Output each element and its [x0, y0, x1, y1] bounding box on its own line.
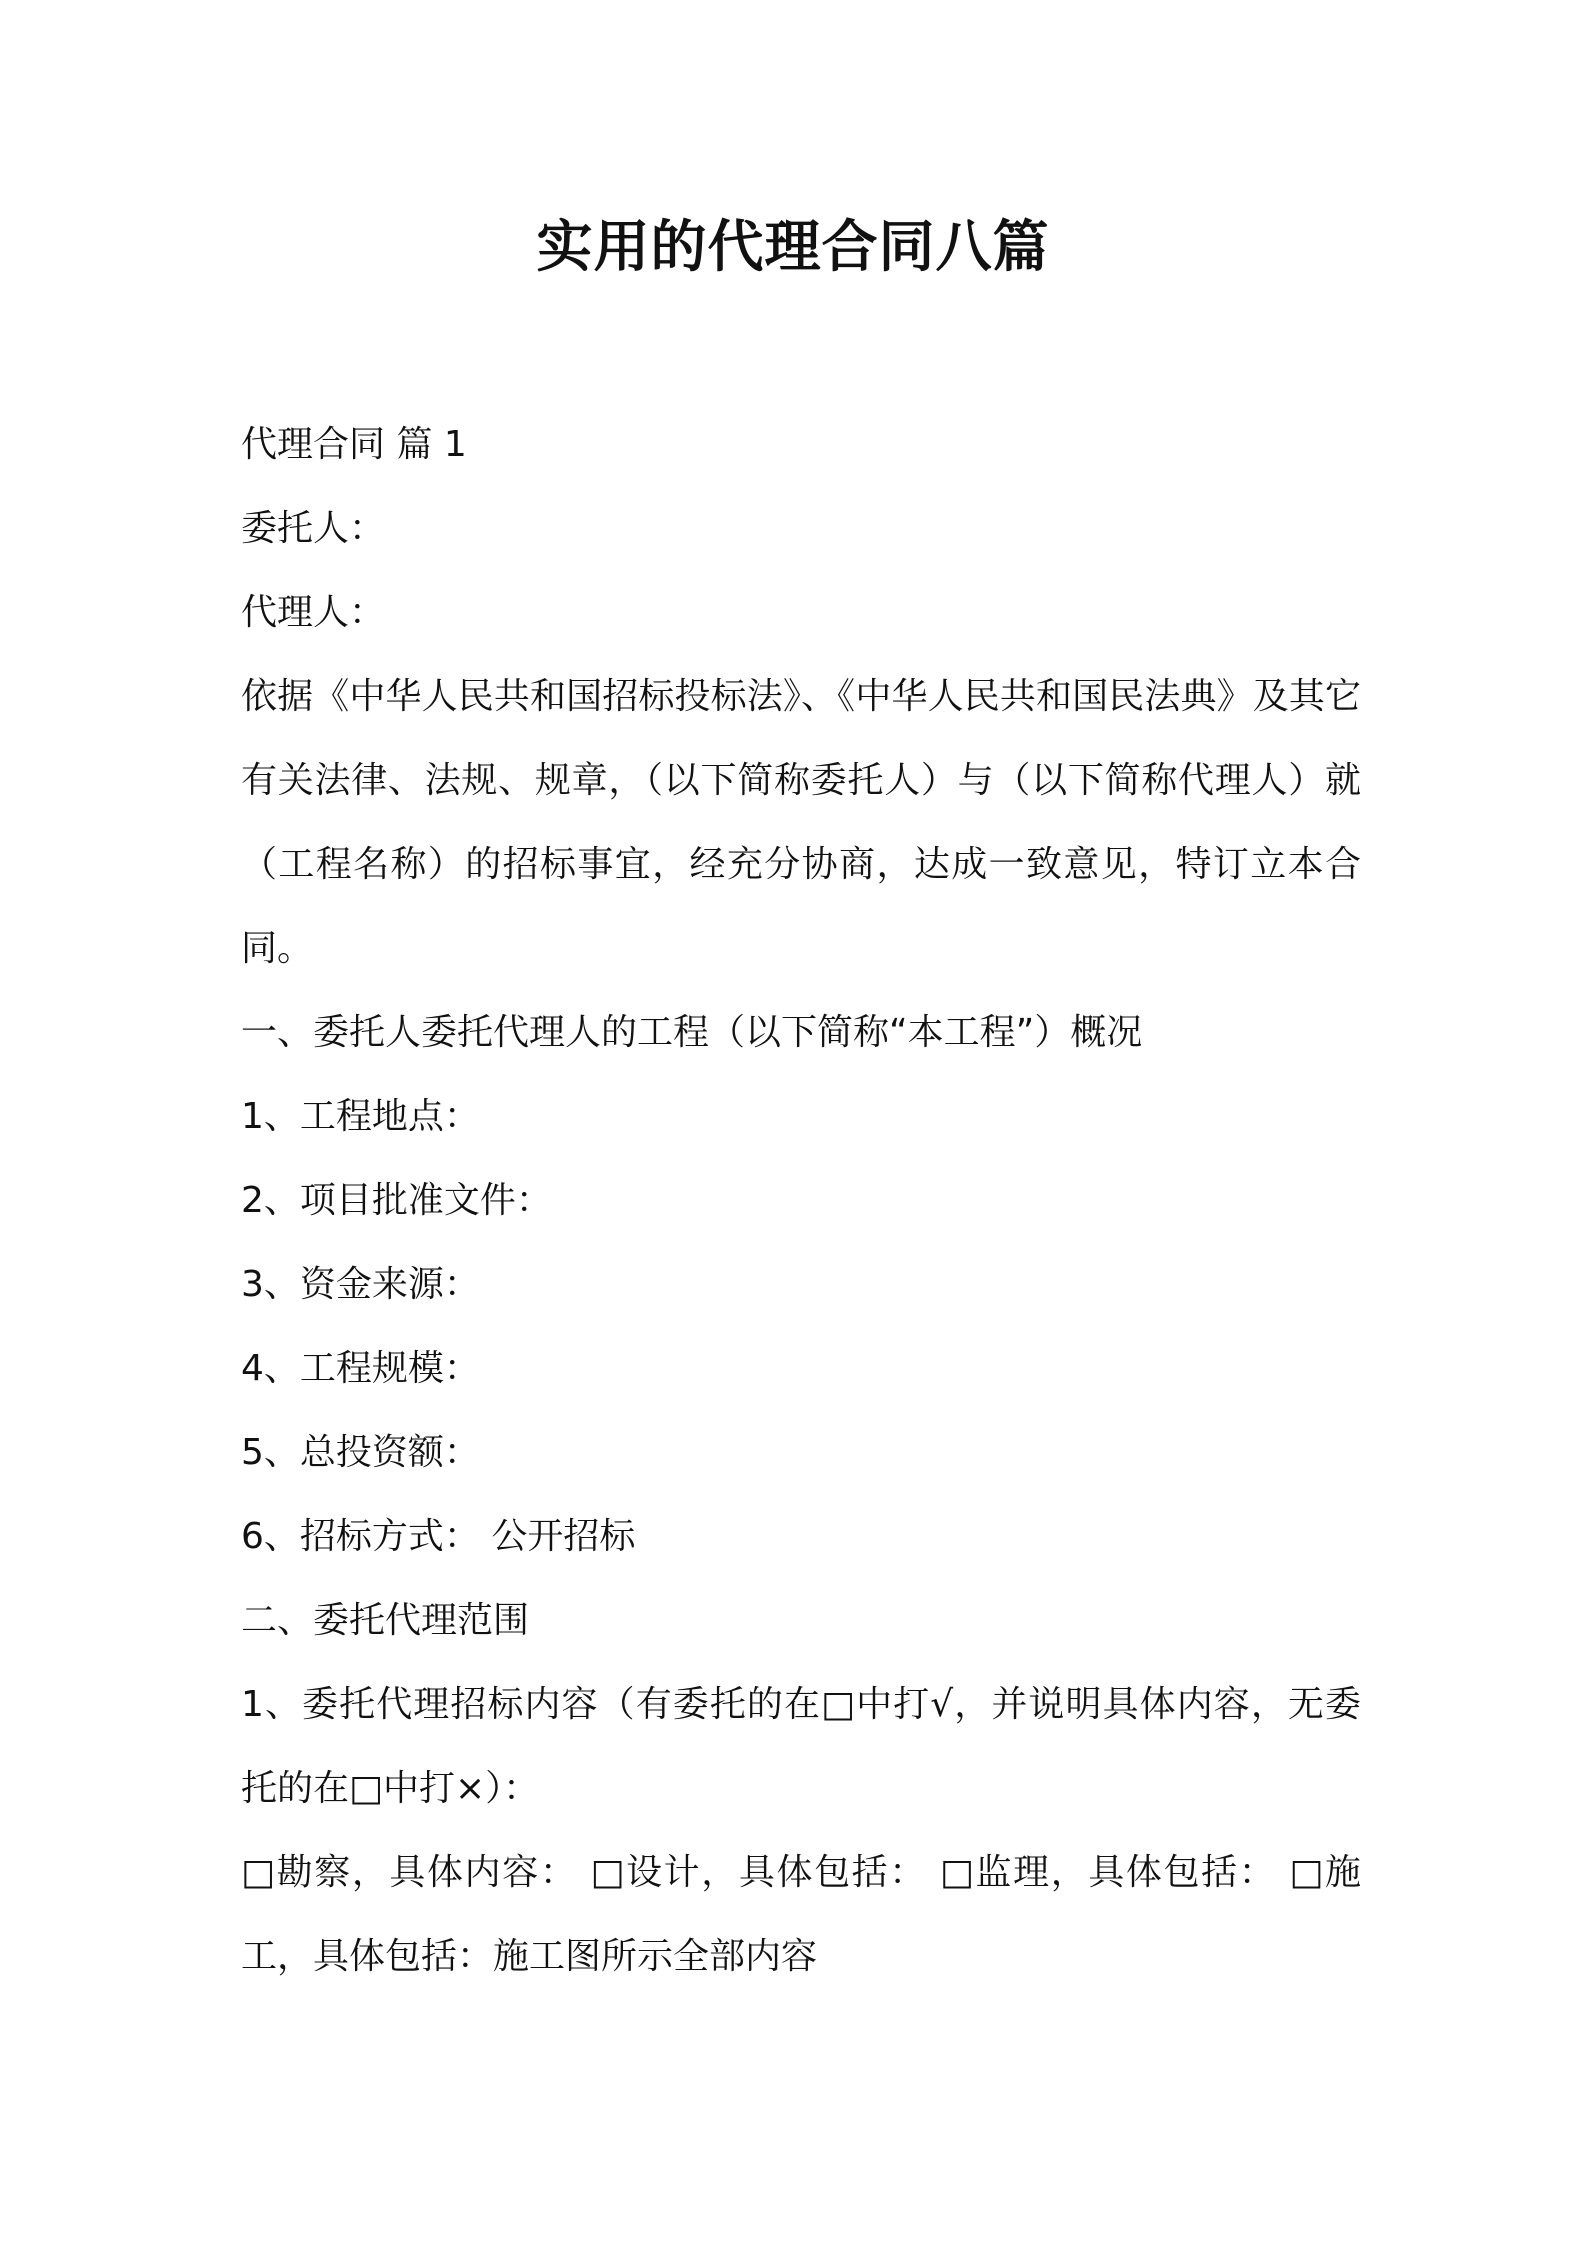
agent-line: 代理人： [241, 592, 386, 633]
project-item-investment: 5、总投资额： [241, 1432, 480, 1473]
section-heading: 代理合同 篇 1 [241, 424, 467, 465]
principal-line: 委托人： [241, 508, 386, 549]
scope-paragraph: 1、委托代理招标内容（有委托的在□中打√，并说明具体内容，无委托的在□中打×）： [241, 1684, 1361, 1809]
scope-options-paragraph: □勘察，具体内容： □设计，具体包括： □监理，具体包括： □施工，具体包括：施工图所示全部内容 [241, 1852, 1361, 1977]
project-item-bidding-method: 6、招标方式： 公开招标 [241, 1516, 636, 1557]
project-item-approval: 2、项目批准文件： [241, 1180, 552, 1221]
part1-heading: 一、委托人委托代理人的工程（以下简称“本工程”）概况 [241, 1012, 1143, 1053]
project-item-scale: 4、工程规模： [241, 1348, 480, 1389]
project-item-location: 1、工程地点： [241, 1096, 480, 1137]
project-item-funding: 3、资金来源： [241, 1264, 480, 1305]
document-title: 实用的代理合同八篇 [536, 215, 1050, 280]
document-body [241, 403, 1361, 1999]
part2-heading: 二、委托代理范围 [241, 1600, 530, 1641]
intro-paragraph: 依据《中华人民共和国招标投标法》、《中华人民共和国民法典》及其它有关法律、法规、规章，（以下简称委托人）与（以下简称代理人）就（工程名称）的招标事宜，经充分协商，达成一致意见，特订立本合同。 [241, 676, 1361, 969]
